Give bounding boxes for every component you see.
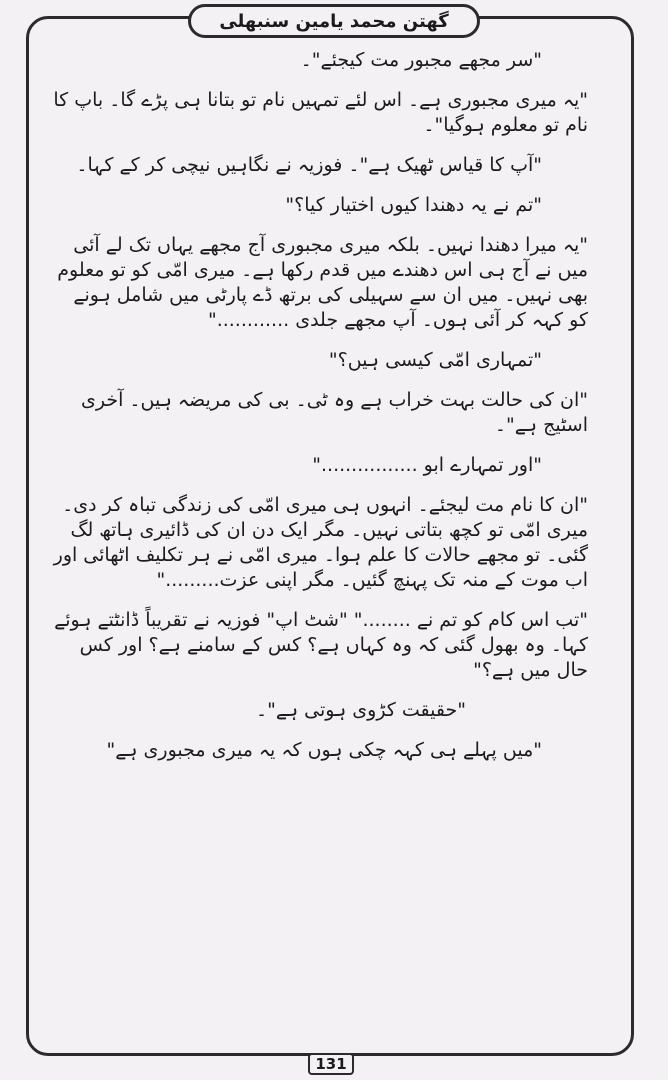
body-text: [50, 48, 612, 1038]
paragraph: "یہ میری مجبوری ہے۔ اس لئے تمہیں نام تو بتانا ہی پڑے گا۔ باپ کا نام تو معلوم ہوگیا"۔: [53, 89, 588, 136]
paragraph: "تمہاری امّی کیسی ہیں؟": [328, 349, 542, 371]
paragraph: "ان کا نام مت لیجئے۔ انہوں ہی میری امّی کی زندگی تباہ کر دی۔ میری امّی تو کچھ بتاتی نہیں۔ مگر ایک دن ان کی ڈائیری ہاتھ لگ گئی۔ تو مجھے حالات کا علم ہوا۔ میری امّی نے ہر تکلیف اٹھائی اور اب موت کے منہ تک پہنچ گئیں۔ مگر اپنی عزت.........": [53, 494, 588, 591]
paragraph: "تم نے یہ دھندا کیوں اختیار کیا؟": [285, 194, 542, 216]
header-title: گھتن محمد یامین سنبھلی: [219, 10, 449, 32]
paragraph: "میں پہلے ہی کہہ چکی ہوں کہ یہ میری مجبوری ہے": [106, 739, 542, 761]
paragraph: "حقیقت کڑوی ہوتی ہے"۔: [255, 699, 466, 721]
page-number-label: 131: [315, 1055, 347, 1073]
paragraph: "ان کی حالت بہت خراب ہے وہ ٹی۔ بی کی مریضہ ہیں۔ آخری اسٹیج ہے"۔: [80, 389, 588, 436]
paragraph: "اور تمہارے ابو ................": [312, 454, 542, 476]
paragraph: "آپ کا قیاس ٹھیک ہے"۔ فوزیہ نے نگاہیں نیچی کر کے کہا۔: [76, 154, 542, 176]
page-number: [308, 1053, 354, 1075]
running-header: [188, 4, 480, 38]
paragraph: "سر مجھے مجبور مت کیجئے"۔: [300, 49, 542, 71]
paragraph: "یہ میرا دھندا نہیں۔ بلکہ میری مجبوری آج مجھے یہاں تک لے آئی میں نے آج ہی اس دھندے میں قدم رکھا ہے۔ میری امّی کو تو معلوم بھی نہیں۔ میں ان سے سہیلی کی برتھ ڈے پارٹی میں شامل ہونے کو کہہ کر آئی ہوں۔ آپ مجھے جلدی ............": [57, 234, 588, 331]
paragraph: "تب اس کام کو تم نے ........" "شٹ اپ" فوزیہ نے تقریباً ڈانٹتے ہوئے کہا۔ وہ بھول گئی کہ وہ کہاں ہے؟ کس کے سامنے ہے؟ اور کس حال میں ہے؟": [54, 609, 588, 681]
